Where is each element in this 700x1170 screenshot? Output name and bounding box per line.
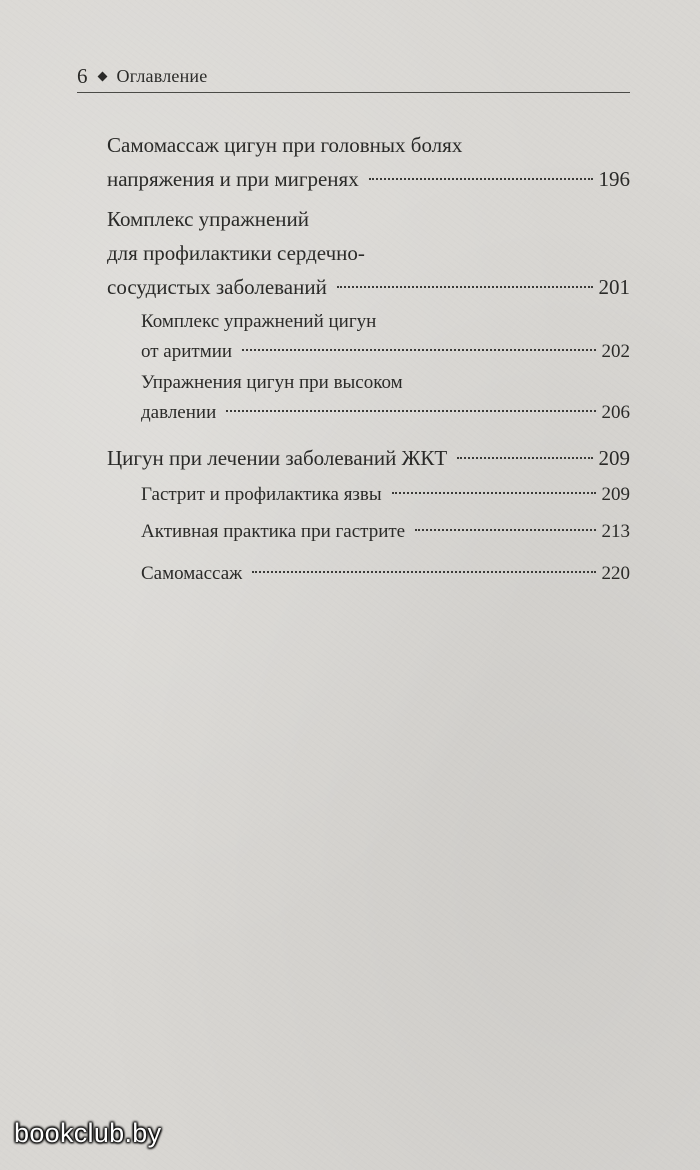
dot-leader [392,492,596,494]
toc-entry-title-line: Самомассаж [141,563,243,584]
watermark: bookclub.by [14,1118,162,1148]
toc-subentry[interactable] [141,307,630,367]
running-head [77,60,630,93]
toc-entry[interactable] [107,128,630,196]
toc-entry-title-line: для профилактики сердечно- [107,241,365,265]
toc-entry-title-line: давлении [141,402,217,423]
toc-entry-title-line: Комплекс упражнений цигун [141,311,377,332]
page-number: 6 [77,63,88,88]
toc-page-number: 220 [601,563,630,584]
dot-leader [242,349,595,351]
toc-subentry[interactable] [141,559,630,589]
toc-subentry[interactable] [141,368,630,428]
dot-leader [226,410,595,412]
toc-page-number: 209 [601,484,630,505]
toc-entry-title-line: сосудистых заболеваний [107,275,327,299]
diamond-ornament-icon [97,71,107,81]
toc-entry[interactable] [107,202,630,304]
toc-page-number: 206 [601,402,630,423]
toc-subentry[interactable] [141,517,630,547]
dot-leader [337,286,593,288]
toc-entry-title-line: Гастрит и профилактика язвы [141,484,382,505]
dot-leader [369,178,593,180]
toc-entry-title-line: Активная практика при гастрите [141,521,406,542]
toc-page-number: 201 [598,275,630,299]
toc-page-number: 202 [601,341,630,362]
toc-page-number: 213 [601,521,630,542]
toc-entry-title-line: Цигун при лечении заболеваний ЖКТ [107,446,448,470]
toc-entry-title-line: Упражнения цигун при высоком [141,372,403,393]
toc-page-number: 209 [598,446,630,470]
section-title: Оглавление [116,65,208,86]
dot-leader [252,571,595,573]
toc-subentry[interactable] [141,480,630,510]
toc-entry-title-line: напряжения и при мигренях [107,167,359,191]
toc-entry-title-line: Самомассаж цигун при головных болях [107,133,463,157]
toc-entry[interactable] [107,441,630,475]
toc-entry-title-line: Комплекс упражнений [107,207,309,231]
dot-leader [457,457,592,459]
toc-entry-title-line: от аритмии [141,341,233,362]
toc-page-number: 196 [598,167,630,191]
dot-leader [415,529,595,531]
